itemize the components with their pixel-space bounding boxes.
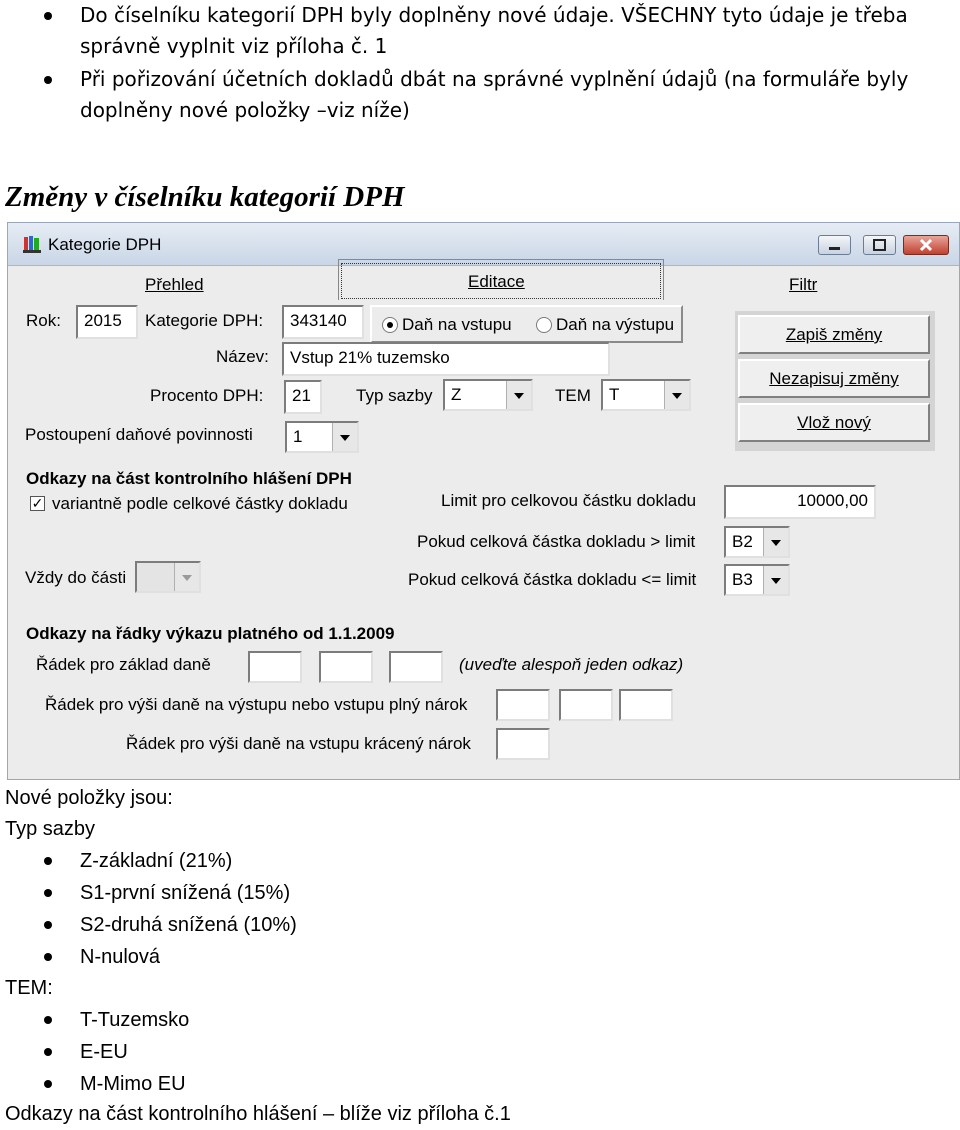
radek-kraceny-label: Řádek pro výši daně na vstupu krácený nárok [126,734,471,753]
tem-label: TEM [555,386,591,405]
procento-input[interactable]: 21 [284,380,322,414]
radek-zaklad-input-2[interactable] [319,651,373,683]
tab-filtr-label: Filtr [789,275,818,294]
bullet-dot [44,1016,52,1024]
tem-text: TEM: [5,977,53,999]
uvedte-note: (uveďte alespoň jeden odkaz) [459,655,684,674]
sazba-item: Z-základní (21%) [80,850,233,872]
tem-item: M-Mimo EU [80,1073,186,1095]
zapis-zmeny-label: Zapiš změny [785,325,883,344]
typ-sazby-select[interactable] [443,379,533,411]
tem-select[interactable] [601,379,691,411]
window-title: Kategorie DPH [48,235,162,254]
nezapisuj-zmeny-label: Nezapisuj změny [769,369,899,388]
chevron-down-icon[interactable] [763,528,788,556]
limit-input[interactable]: 10000,00 [724,485,876,519]
kategorie-input[interactable]: 343140 [282,305,364,339]
typ-sazby-text: Typ sazby [5,818,96,840]
pokud-mensi-label: Pokud celková částka dokladu <= limit [408,570,697,589]
postoupeni-label: Postoupení daňové povinnosti [25,425,253,444]
nazev-input[interactable]: Vstup 21% tuzemsko [282,342,610,376]
sazba-item: S2-druhá snížená (10%) [80,914,297,936]
pokud-vetsi-label: Pokud celková částka dokladu > limit [417,532,696,551]
limit-label: Limit pro celkovou částku dokladu [441,491,697,510]
radio-dan-na-vstupu[interactable] [382,317,398,333]
rok-input[interactable]: 2015 [76,305,138,339]
kategorie-dph-window [7,222,960,780]
bullet-dot [44,12,52,20]
sazba-item: S1-první snížená (15%) [80,882,291,904]
radek-plny-label: Řádek pro výši daně na výstupu nebo vstupu plný nárok [45,695,468,714]
radio-dan-na-vystupu[interactable] [536,317,552,333]
app-icon [22,234,42,254]
bullet-dot [44,1080,52,1088]
postoupeni-select[interactable] [285,421,359,453]
tem-item: T-Tuzemsko [80,1009,190,1031]
typ-sazby-value: Z [451,385,462,404]
kategorie-label: Kategorie DPH: [145,311,264,330]
variantne-checkbox[interactable]: ✓ [31,495,44,511]
intro-bullet-1-line-1: Do číselníku kategorií DPH byly doplněny nové údaje. VŠECHNY tyto údaje je třeba [80,3,908,27]
pokud-vetsi-value: B2 [732,532,753,551]
nazev-label: Název: [216,347,269,366]
radek-plny-input-1[interactable] [496,689,550,721]
dan-radio-group [370,305,683,343]
vzdy-select[interactable] [135,561,201,593]
radek-plny-input-3[interactable] [619,689,673,721]
maximize-icon [864,236,895,254]
radek-zaklad-input-1[interactable] [248,651,302,683]
tab-editace-label: Editace [468,272,525,291]
bullet-dot [44,76,52,84]
minimize-icon [819,236,850,254]
odkazy-kh-title: Odkazy na část kontrolního hlášení DPH [26,469,352,488]
odkazy-vykaz-title: Odkazy na řádky výkazu platného od 1.1.2009 [26,624,395,643]
bullet-dot [44,921,52,929]
radek-kraceny-input[interactable] [496,728,550,760]
close-button[interactable] [903,235,949,255]
bullet-dot [44,889,52,897]
sazba-item: N-nulová [80,946,161,968]
nove-polozky-text: Nové položky jsou: [5,787,173,809]
chevron-down-icon[interactable] [332,423,357,451]
minimize-button[interactable] [818,235,851,255]
maximize-button[interactable] [863,235,896,255]
intro-bullet-2-line-2: doplněny nové položky –viz níže) [80,98,410,122]
radek-zaklad-label: Řádek pro základ daně [36,655,211,674]
intro-bullet-1-line-2: správně vyplnit viz příloha č. 1 [80,34,388,58]
vloz-novy-label: Vlož nový [797,413,871,432]
procento-label: Procento DPH: [150,386,264,405]
tab-prehled-label: Přehled [145,275,204,294]
nezapisuj-zmeny-button[interactable] [738,359,930,398]
bullet-dot [44,953,52,961]
tem-value: T [609,385,620,404]
odkazy-text: Odkazy na část kontrolního hlášení – blíže viz příloha č.1 [5,1103,511,1125]
chevron-down-icon[interactable] [506,381,531,409]
rok-label: Rok: [26,311,61,330]
radek-plny-input-2[interactable] [559,689,613,721]
variantne-label: variantně podle celkové částky dokladu [52,494,348,513]
pokud-mensi-select[interactable] [724,564,790,596]
chevron-down-icon[interactable] [664,381,689,409]
radek-zaklad-input-3[interactable] [389,651,443,683]
chevron-down-icon[interactable] [174,563,199,591]
postoupeni-value: 1 [293,427,303,446]
tab-prehled[interactable] [145,275,204,295]
section-heading: Změny v číselníku kategorií DPH [5,181,405,213]
action-button-panel [735,311,935,451]
radio-dan-na-vstupu-label: Daň na vstupu [402,315,512,334]
chevron-down-icon[interactable] [763,566,788,594]
bullet-dot [44,1048,52,1056]
tab-active-border [338,259,664,300]
intro-bullet-2-line-1: Při pořizování účetních dokladů dbát na správné vyplnění údajů (na formuláře byly [80,67,909,91]
pokud-mensi-value: B3 [732,570,753,589]
pokud-vetsi-select[interactable] [724,526,790,558]
close-icon [904,236,948,254]
tab-filtr[interactable] [789,275,817,295]
vzdy-label: Vždy do části [25,568,127,587]
tem-item: E-EU [80,1041,128,1063]
bullet-dot [44,857,52,865]
vloz-novy-button[interactable] [738,403,930,442]
zapis-zmeny-button[interactable] [738,315,930,354]
radio-dan-na-vystupu-label: Daň na výstupu [556,315,675,334]
typ-sazby-label: Typ sazby [356,386,433,405]
